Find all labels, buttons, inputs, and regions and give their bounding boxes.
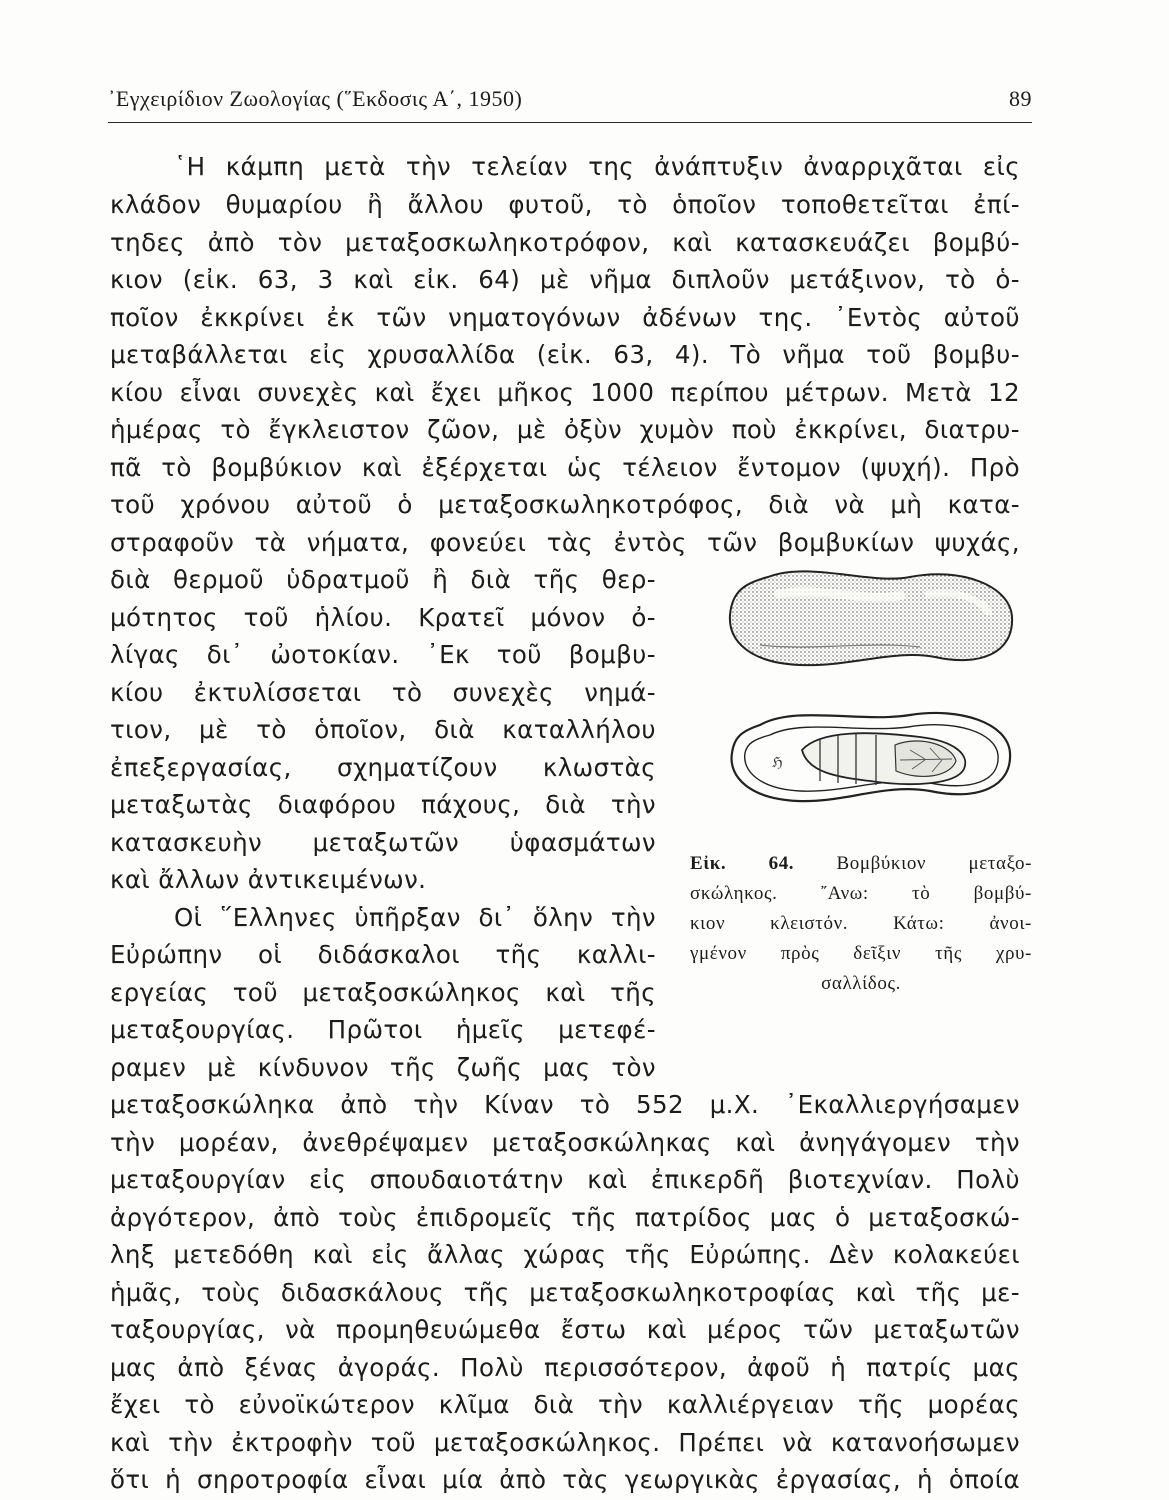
text-line: κιον (εἰκ. 63, 3 καὶ εἰκ. 64) μὲ νῆμα διπλοῦν μετάξινον, τὸ ὁ- bbox=[110, 265, 1020, 294]
svg-text:ℌ: ℌ bbox=[772, 755, 783, 771]
text-line: ληξ μετεδόθη καὶ εἰς ἄλλας χώρας τῆς Εὐρώπης. Δὲν κολακεύει bbox=[110, 1240, 1020, 1269]
text-line: ταξουργίας, νὰ προμηθευώμεθα ἔστω καὶ μέρος τῶν μεταξωτῶν bbox=[110, 1315, 1020, 1344]
text-line: Εὐρώπην οἱ διδάσκαλοι τῆς καλλι- bbox=[110, 940, 656, 969]
header-rule bbox=[108, 122, 1032, 123]
text-line: πᾶ τὸ βομβύκιον καὶ ἐξέρχεται ὡς τέλειον ἔντομον (ψυχή). Πρὸ bbox=[110, 453, 1020, 482]
text-line: στραφοῦν τὰ νήματα, φονεύει τὰς ἐντὸς τῶν βομβυκίων ψυχάς, bbox=[110, 528, 1020, 557]
text-line: τιον, μὲ τὸ ὁποῖον, διὰ καταλλήλου bbox=[110, 715, 656, 744]
text-line: κατασκευὴν μεταξωτῶν ὑφασμάτων bbox=[110, 828, 656, 857]
text-line: κίου ἐκτυλίσσεται τὸ συνεχὲς νημά- bbox=[110, 678, 656, 707]
text-line: ἀργότερον, ἀπὸ τοὺς ἐπιδρομεῖς τῆς πατρίδος μας ὁ μεταξοσκώ- bbox=[110, 1203, 1020, 1232]
page-number: 89 bbox=[1009, 86, 1032, 111]
text-line: μεταξωτὰς διαφόρου πάχους, διὰ τὴν bbox=[110, 790, 656, 819]
text-line: κίου εἶναι συνεχὲς καὶ ἔχει μῆκος 1000 περίπου μέτρων. Μετὰ 12 bbox=[110, 378, 1020, 407]
text-line: λίγας δι᾿ ὠοτοκίαν. ᾿Εκ τοῦ βομβυ- bbox=[110, 640, 656, 669]
text-line: ποῖον ἐκκρίνει ἐκ τῶν νηματογόνων ἀδένων της. ᾿Εντὸς αὐτοῦ bbox=[110, 303, 1020, 332]
text-line: τηδες ἀπὸ τὸν μεταξοσκωληκοτρόφον, καὶ κατασκευάζει βομβύ- bbox=[110, 228, 1020, 257]
caption-line bbox=[690, 850, 1032, 878]
caption-line: κιον κλειστόν. Κάτω: ἀνοι- bbox=[690, 913, 1032, 934]
text-line: διὰ θερμοῦ ὑδρατμοῦ ἢ διὰ τῆς θερ- bbox=[110, 565, 656, 594]
text-line: ῾Η κάμπη μετὰ τὴν τελείαν της ἀνάπτυξιν ἀναρριχᾶται εἰς bbox=[174, 152, 1020, 181]
caption-line: σκώληκος. ῎Ανω: τὸ βομβύ- bbox=[690, 883, 1032, 904]
text-line: μεταξοσκώληκα ἀπὸ τὴν Κίναν τὸ 552 μ.Χ. ᾿Εκαλλιεργήσαμεν bbox=[110, 1090, 1020, 1119]
cocoon-figure bbox=[720, 555, 1020, 845]
text-line: ἡμᾶς, τοὺς διδασκάλους τῆς μεταξοσκωληκοτροφίας καὶ τῆς με- bbox=[110, 1278, 1020, 1307]
text-line: ἡμέρας τὸ ἔγκλειστον ζῶον, μὲ ὀξὺν χυμὸν ποὺ ἐκκρίνει, διατρυ- bbox=[110, 415, 1020, 444]
text-line: κλάδον θυμαρίου ἢ ἄλλου φυτοῦ, τὸ ὁποῖον τοποθετεῖται ἐπί- bbox=[110, 190, 1020, 219]
figure-label: Εἰκ. 64. bbox=[690, 853, 795, 874]
text-line: ραμεν μὲ κίνδυνον τῆς ζωῆς μας τὸν bbox=[110, 1053, 656, 1082]
text-line: μεταβάλλεται εἰς χρυσαλλίδα (εἰκ. 63, 4). Τὸ νῆμα τοῦ βομβυ- bbox=[110, 340, 1020, 369]
text-line: μότητος τοῦ ἡλίου. Κρατεῖ μόνον ὀ- bbox=[110, 603, 656, 632]
text-line: Οἱ ῞Ελληνες ὑπῆρξαν δι᾿ ὅλην τὴν bbox=[174, 903, 656, 932]
caption-line: σαλλίδος. bbox=[821, 973, 901, 994]
running-head bbox=[108, 86, 1032, 112]
text-line: τοῦ χρόνου αὐτοῦ ὁ μεταξοσκωληκοτρόφος, διὰ νὰ μὴ κατα- bbox=[110, 490, 1020, 519]
text-line: ἔχει τὸ εὐνοϊκώτερον κλῖμα διὰ τὴν καλλιέργειαν τῆς μορέας bbox=[110, 1390, 1020, 1419]
text-line: μας ἀπὸ ξένας ἀγοράς. Πολὺ περισσότερον, ἀφοῦ ἡ πατρίς μας bbox=[110, 1353, 1020, 1382]
running-title: ᾿Εγχειρίδιον Ζωολογίας (῞Εκδοσις Α΄, 1950) bbox=[108, 86, 523, 111]
open-cocoon-drawing bbox=[732, 713, 1011, 801]
caption-text: Βομβύκιον μεταξο- bbox=[836, 853, 1032, 874]
text-line: μεταξουργίαν εἰς σπουδαιοτάτην καὶ ἐπικερδῆ βιοτεχνίαν. Πολὺ bbox=[110, 1165, 1020, 1194]
text-line: εργείας τοῦ μεταξοσκώληκος καὶ τῆς bbox=[110, 978, 656, 1007]
text-line: μεταξουργίας. Πρῶτοι ἡμεῖς μετεφέ- bbox=[110, 1015, 656, 1044]
caption-line: γμένον πρὸς δεῖξιν τῆς χρυ- bbox=[690, 943, 1032, 964]
text-line: καὶ τὴν ἐκτροφὴν τοῦ μεταξοσκώληκος. Πρέπει νὰ κατανοήσωμεν bbox=[110, 1428, 1020, 1457]
text-line: ἐπεξεργασίας, σχηματίζουν κλωστὰς bbox=[110, 753, 656, 782]
closed-cocoon-drawing bbox=[730, 571, 1012, 665]
text-line: καὶ ἄλλων ἀντικειμένων. bbox=[110, 865, 427, 894]
text-line: τὴν μορέαν, ἀνεθρέψαμεν μεταξοσκώληκας καὶ ἀνηγάγομεν τὴν bbox=[110, 1128, 1020, 1157]
text-line: ὅτι ἡ σηροτροφία εἶναι μία ἀπὸ τὰς γεωργικὰς ἐργασίας, ἡ ὁποία bbox=[110, 1465, 1020, 1494]
